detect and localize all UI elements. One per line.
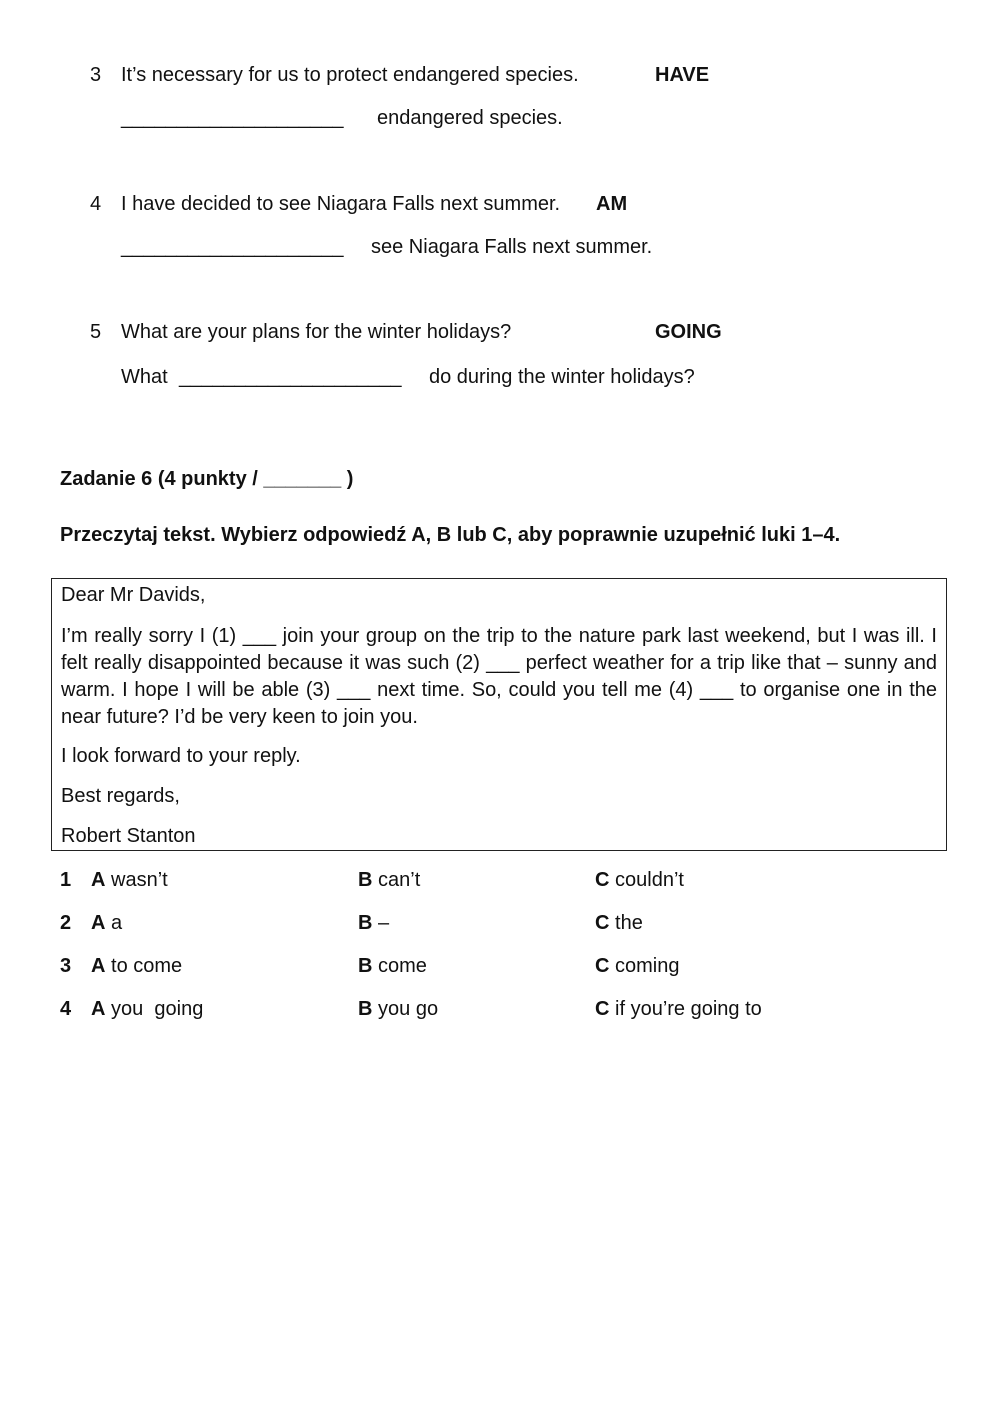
option-b[interactable] — [358, 912, 389, 935]
option-b-text: can’t — [378, 869, 421, 891]
task-6-instruction: Przeczytaj tekst. Wybierz odpowiedź A, B lub C, aby poprawnie uzupełnić luki 1–4. — [60, 524, 841, 546]
option-c-text: the — [615, 912, 643, 934]
item-5-suffix: do during the winter holidays? — [429, 366, 695, 388]
item-4-sentence: I have decided to see Niagara Falls next summer. — [121, 193, 561, 215]
item-3-number: 3 — [90, 64, 102, 86]
option-c-label: C — [595, 998, 610, 1020]
letter-signoff: Best regards, — [61, 785, 180, 807]
option-row-number: 4 — [60, 998, 72, 1020]
item-4-answer-blank[interactable]: ____________________ — [121, 236, 344, 258]
option-a-label: A — [91, 955, 106, 977]
option-c-text: couldn’t — [615, 869, 684, 891]
option-b-text: – — [378, 912, 390, 934]
option-c-label: C — [595, 955, 610, 977]
item-5-keyword: GOING — [655, 321, 722, 343]
option-b[interactable] — [358, 998, 438, 1021]
option-row-number: 3 — [60, 955, 72, 977]
option-c-text: if you’re going to — [615, 998, 762, 1020]
option-b-label: B — [358, 869, 373, 891]
option-c-label: C — [595, 912, 610, 934]
item-3-keyword: HAVE — [655, 64, 710, 86]
item-3-sentence: It’s necessary for us to protect endangered species. — [121, 64, 579, 86]
option-a[interactable] — [91, 869, 168, 892]
item-4-keyword: AM — [596, 193, 628, 215]
letter-box — [51, 578, 947, 851]
option-b-label: B — [358, 912, 373, 934]
option-a[interactable] — [91, 998, 203, 1021]
option-c-text: coming — [615, 955, 680, 977]
option-b-text: you go — [378, 998, 439, 1020]
option-a-label: A — [91, 998, 106, 1020]
letter-greeting: Dear Mr Davids, — [61, 584, 206, 606]
option-row-number: 1 — [60, 869, 72, 891]
letter-closing-line: I look forward to your reply. — [61, 745, 301, 767]
option-b[interactable] — [358, 869, 420, 892]
option-a[interactable] — [91, 912, 122, 935]
option-b[interactable] — [358, 955, 427, 978]
option-a-text: to come — [111, 955, 183, 977]
item-5-sentence: What are your plans for the winter holidays? — [121, 321, 512, 343]
item-4-suffix: see Niagara Falls next summer. — [371, 236, 653, 258]
letter-signature: Robert Stanton — [61, 825, 196, 847]
option-b-label: B — [358, 998, 373, 1020]
option-c[interactable] — [595, 869, 684, 892]
option-a[interactable] — [91, 955, 182, 978]
option-c[interactable] — [595, 955, 680, 978]
item-3-suffix: endangered species. — [377, 107, 563, 129]
option-b-label: B — [358, 955, 373, 977]
item-4-number: 4 — [90, 193, 102, 215]
option-c[interactable] — [595, 998, 762, 1021]
option-c[interactable] — [595, 912, 643, 935]
letter-body: I’m really sorry I (1) ___ join your group on the trip to the nature park last weekend, but I was ill. I felt really disappointed because it was such (2) ___ perfect weather for a trip like that – sunny and warm. I hope I will be able (3) ___ next time. So, could you tell me (4) ___ to organise one in the near future? I’d be very keen to join you. — [61, 625, 937, 728]
option-a-label: A — [91, 869, 106, 891]
option-a-label: A — [91, 912, 106, 934]
option-a-text: wasn’t — [111, 869, 168, 891]
option-a-text: you going — [111, 998, 204, 1020]
item-5-prefix: What — [121, 366, 168, 388]
item-3-answer-blank[interactable]: ____________________ — [121, 107, 344, 129]
option-a-text: a — [111, 912, 123, 934]
option-row-number: 2 — [60, 912, 72, 934]
option-b-text: come — [378, 955, 427, 977]
task-6-heading: Zadanie 6 (4 punkty / _______ ) — [60, 468, 354, 490]
option-c-label: C — [595, 869, 610, 891]
item-5-number: 5 — [90, 321, 102, 343]
item-5-answer-blank[interactable]: ____________________ — [179, 366, 402, 388]
